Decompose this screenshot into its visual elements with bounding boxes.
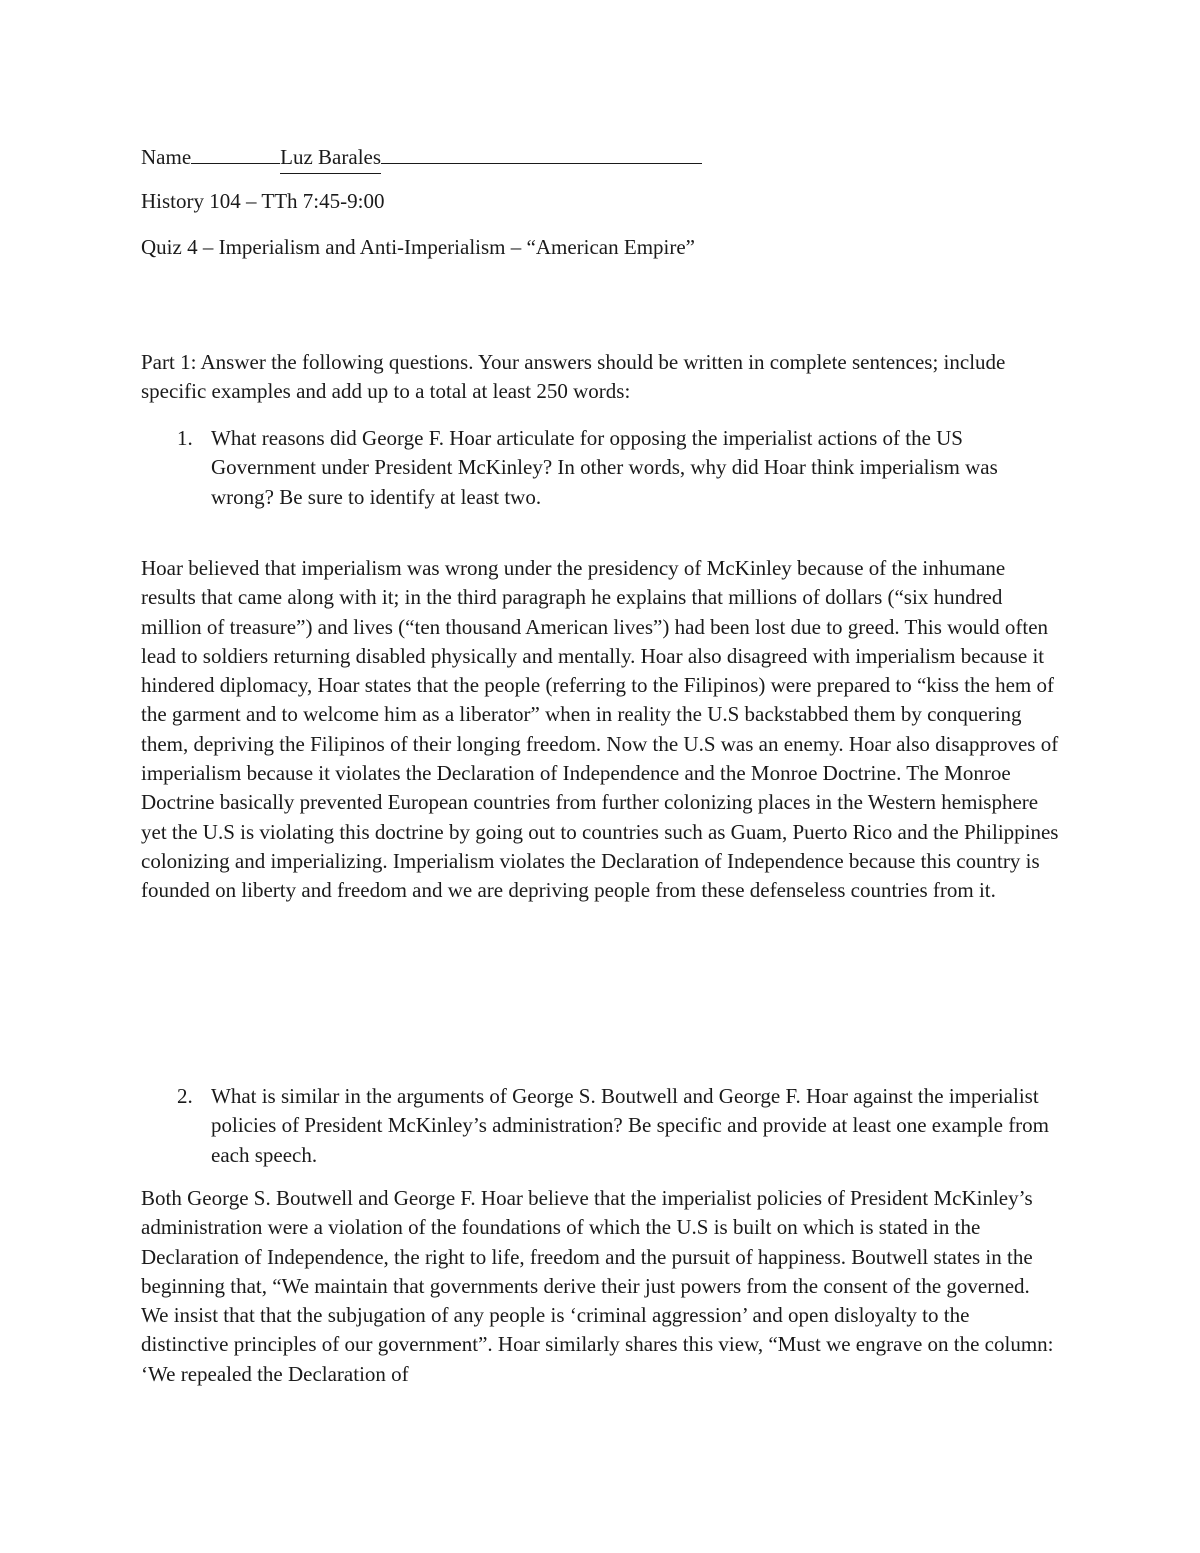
part1-instructions <box>141 348 1061 407</box>
answer-2-text: Both George S. Boutwell and George F. Hoar believe that the imperialist policies of President McKinley’s administration were a violation of the foundations of which the U.S is built on which is stated in the Declaration of Independence, the right to life, freedom and the pursuit of happiness. Boutwell states in the beginning that, “We maintain that governments derive their just powers from the consent of the governed. We insist that that the subjugation of any people is ‘criminal aggression’ and open disloyalty to the distinctive principles of our government”. Hoar similarly shares this view, “Must we engrave on the column: ‘We repealed the Declaration of <box>141 1186 1054 1386</box>
quiz-title: Quiz 4 – Imperialism and Anti-Imperialism – “American Empire” <box>141 235 695 259</box>
answer-1 <box>141 554 1061 906</box>
question-2-text: What is similar in the arguments of George S. Boutwell and George F. Hoar against the imperialist policies of President McKinley’s administration? Be specific and provide at least one example from each speech. <box>211 1084 1050 1167</box>
name-line <box>141 143 702 174</box>
answer-2 <box>141 1184 1061 1389</box>
name-underline-after <box>381 143 702 164</box>
name-value: Luz Barales <box>280 143 381 174</box>
name-label: Name <box>141 145 192 169</box>
question-1-number: 1. <box>177 426 193 450</box>
name-underline-before <box>191 143 280 164</box>
question-1-text: What reasons did George F. Hoar articulate for opposing the imperialist actions of the US Government under President McKinley? In other words, why did Hoar think imperialism was wrong? Be sure to identify at least two. <box>211 426 998 509</box>
answer-1-text: Hoar believed that imperialism was wrong under the presidency of McKinley because of the inhumane results that came along with it; in the third paragraph he explains that millions of dollars (“six hundred million of treasure”) and lives (“ten thousand American lives”) had been lost due to greed. This would often lead to soldiers returning disabled physically and mentally. Hoar also disagreed with imperialism because it hindered diplomacy, Hoar states that the people (referring to the Filipinos) were prepared to “kiss the hem of the garment and to welcome him as a liberator” when in reality the U.S backstabbed them by conquering them, depriving the Filipinos of their longing freedom. Now the U.S was an enemy. Hoar also disapproves of imperialism because it violates the Declaration of Independence and the Monroe Doctrine. The Monroe Doctrine basically prevented European countries from further colonizing places in the Western hemisphere yet the U.S is violating this doctrine by going out to countries such as Guam, Puerto Rico and the Philippines colonizing and imperializing. Imperialism violates the Declaration of Independence because this country is founded on liberty and freedom and we are depriving people from these defenseless countries from it. <box>141 556 1059 903</box>
part1-instructions-text: Part 1: Answer the following questions. Your answers should be written in complete sentences; include specific examples and add up to a total at least 250 words: <box>141 350 1006 404</box>
course-line: History 104 – TTh 7:45-9:00 <box>141 189 385 213</box>
question-2-number: 2. <box>177 1084 193 1108</box>
